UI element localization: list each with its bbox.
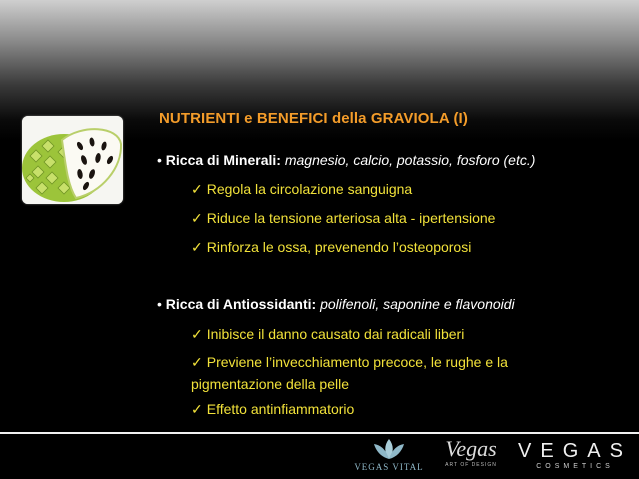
check-item-text: Inibisce il danno causato dai radicali liberi: [206, 326, 465, 342]
check-icon: ✓: [191, 239, 203, 255]
vegas-vital-logo-text: VEGAS VITAL: [354, 462, 424, 472]
check-icon: ✓: [191, 354, 203, 370]
vegas-art-logo-script: Vegas: [445, 436, 497, 461]
check-item: [191, 351, 571, 395]
lotus-icon: [371, 437, 407, 461]
check-icon: ✓: [191, 210, 203, 226]
check-item-text: Rinforza le ossa, prevenendo l’osteoporosi: [206, 239, 472, 255]
bullet-heading: Ricca di Antiossidanti:: [165, 296, 317, 312]
bullet-minerals: [157, 152, 535, 168]
vegas-art-logo: [440, 436, 502, 476]
check-item-text: Previene l’invecchiamento precoce, le rughe e la pigmentazione della pelle: [191, 354, 508, 392]
bullet-antioxidants: [157, 296, 515, 312]
vegas-cosmetics-logo: [518, 440, 632, 476]
slide-title: NUTRIENTI e BENEFICI della GRAVIOLA (I): [159, 110, 468, 127]
check-item-text: Riduce la tensione arteriosa alta - ipertensione: [206, 210, 496, 226]
vegas-art-logo-text: ART OF DESIGN: [445, 462, 497, 468]
check-icon: ✓: [191, 181, 203, 197]
graviola-fruit-image: [22, 116, 123, 204]
footer-logos: [0, 434, 639, 479]
bullet-detail: magnesio, calcio, potassio, fosforo (etc.): [284, 152, 536, 168]
bullet-detail: polifenoli, saponine e flavonoidi: [320, 296, 515, 312]
check-item: [191, 401, 354, 418]
check-icon: ✓: [191, 326, 203, 342]
check-item: [191, 210, 495, 227]
bullet-heading: Ricca di Minerali:: [165, 152, 281, 168]
check-item: [191, 239, 471, 256]
bullet-marker: •: [157, 152, 162, 168]
check-item-text: Regola la circolazione sanguigna: [206, 181, 413, 197]
bullet-marker: •: [157, 296, 162, 312]
vegas-vital-logo: [354, 437, 424, 477]
vegas-cosmetics-logo-small: COSMETICS: [536, 463, 614, 470]
check-icon: ✓: [191, 401, 203, 417]
check-item-text: Effetto antinfiammatorio: [206, 401, 355, 417]
vegas-cosmetics-logo-big: VEGAS: [518, 440, 632, 462]
check-item: [191, 326, 464, 343]
check-item: [191, 181, 412, 198]
